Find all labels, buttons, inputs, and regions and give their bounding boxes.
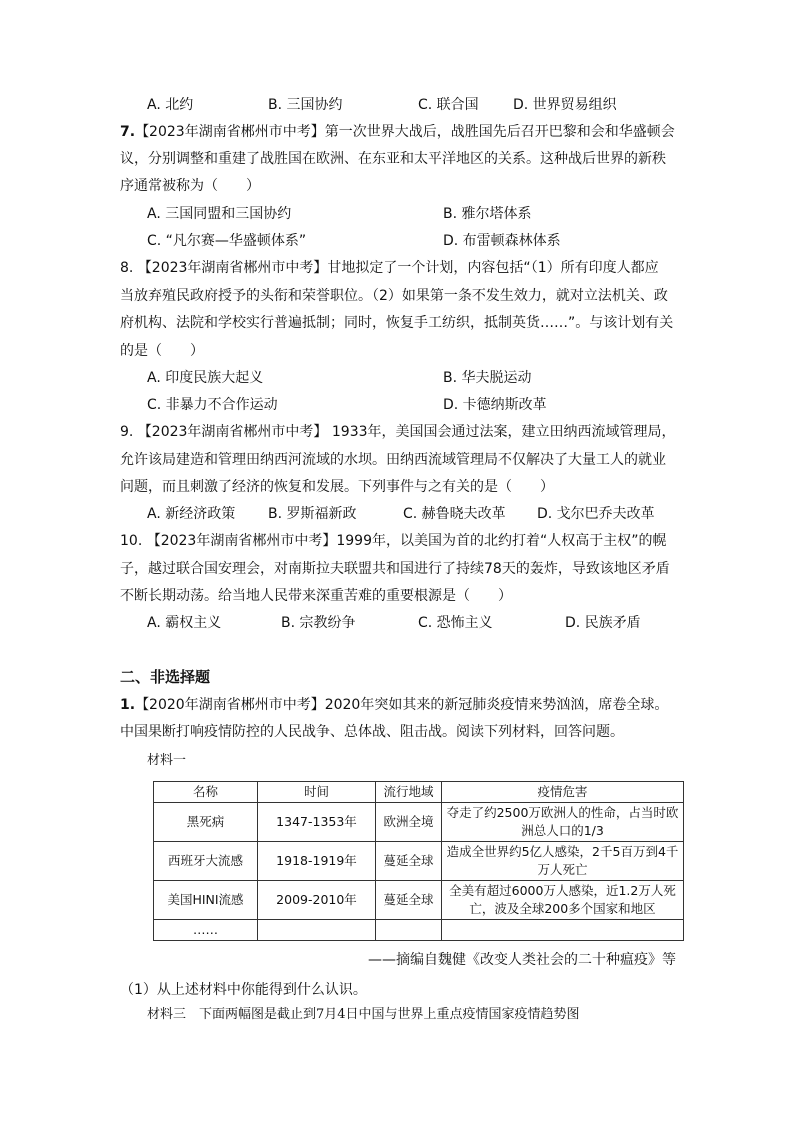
table-cell: 欧洲全境 <box>376 803 442 842</box>
q8-option-b: B. 华夫脱运动 <box>443 370 532 386</box>
q6-option-a: A. 北约 <box>147 97 194 113</box>
q9-line-3: 问题，而且刺激了经济的恢复和发展。下列事件与之有关的是（ ） <box>120 479 554 495</box>
q9-option-c: C. 赫鲁晓夫改革 <box>403 506 506 522</box>
q6-option-c: C. 联合国 <box>418 97 479 113</box>
q6-option-b: B. 三国协约 <box>268 97 343 113</box>
q7-line-3: 序通常被称为（ ） <box>120 178 260 194</box>
q9-option-a: A. 新经济政策 <box>147 506 236 522</box>
q8-option-a: A. 印度民族大起义 <box>147 370 264 386</box>
q8-line-1: 8. 【2023年湖南省郴州市中考】甘地拟定了一个计划，内容包括“（1）所有印度人都应 <box>120 260 659 276</box>
q7-option-d: D. 布雷顿森林体系 <box>443 233 561 249</box>
q10-line-2: 子，越过联合国安理会，对南斯拉夫联盟共和国进行了持续78天的轰炸，导致该地区矛盾 <box>120 561 670 577</box>
q6-option-d: D. 世界贸易组织 <box>513 97 617 113</box>
q10-line-3: 不断长期动荡。给当地人民带来深重苦难的重要根源是（ ） <box>120 588 512 604</box>
section-title-non-choice: 二、非选择题 <box>120 668 211 686</box>
q7-option-c: C. “凡尔赛—华盛顿体系” <box>147 233 307 249</box>
nq1-line-1 <box>120 695 668 715</box>
q8-line-2: 当放弃殖民政府授予的头衔和荣誉职位。（2）如果第一条不发生效力，就对立法机关、政 <box>120 288 668 304</box>
q8-line-3: 府机构、法院和学校实行普遍抵制；同时，恢复手工纺织，抵制英货……”。与该计划有关 <box>120 315 674 331</box>
q10-option-a: A. 霸权主义 <box>147 615 222 631</box>
table-cell <box>442 920 684 941</box>
table-cell <box>376 920 442 941</box>
table-cell: 造成全世界约5亿人感染，2千5百万到4千万人死亡 <box>442 842 684 881</box>
table-cell: 蔓延全球 <box>376 842 442 881</box>
q7-line-1 <box>120 122 675 142</box>
table-cell <box>258 920 376 941</box>
table-row <box>154 842 684 881</box>
table-source: ——摘编自魏健《改变人类社会的二十种瘟疫》等 <box>368 952 676 968</box>
table-header-row <box>154 782 684 803</box>
nq1-sub-question-1: （1）从上述材料中你能得到什么认识。 <box>120 982 367 998</box>
table-header-cell: 名称 <box>154 782 258 803</box>
table-row <box>154 881 684 920</box>
q9-line-2: 允许该局建造和管理田纳西河流域的水坝。田纳西流域管理局不仅解决了大量工人的就业 <box>120 452 666 468</box>
q9-option-b: B. 罗斯福新政 <box>268 506 357 522</box>
table-header-cell: 时间 <box>258 782 376 803</box>
table-row <box>154 803 684 842</box>
q8-option-d: D. 卡德纳斯改革 <box>443 397 547 413</box>
table-cell: 蔓延全球 <box>376 881 442 920</box>
q9-option-d: D. 戈尔巴乔夫改革 <box>537 506 655 522</box>
q10-option-b: B. 宗教纷争 <box>281 615 356 631</box>
table-cell: 黑死病 <box>154 803 258 842</box>
q7-option-b: B. 雅尔塔体系 <box>443 206 532 222</box>
table-header-cell: 疫情危害 <box>442 782 684 803</box>
q7-option-a: A. 三国同盟和三国协约 <box>147 206 292 222</box>
table-cell: 2009-2010年 <box>258 881 376 920</box>
nq1-number: 1. <box>120 697 136 713</box>
table-row <box>154 920 684 941</box>
nq1-text-1: 【2020年湖南省郴州市中考】2020年突如其来的新冠肺炎疫情来势汹汹，席卷全球。 <box>135 697 669 713</box>
epidemic-table <box>153 781 684 941</box>
table-cell: 美国HINI流感 <box>154 881 258 920</box>
table-cell: 1918-1919年 <box>258 842 376 881</box>
q8-line-4: 的是（ ） <box>120 343 204 359</box>
q10-option-c: C. 恐怖主义 <box>418 615 493 631</box>
table-header-cell: 流行地域 <box>376 782 442 803</box>
material-1-label: 材料一 <box>147 753 187 768</box>
table-cell: …… <box>154 920 258 941</box>
q10-option-d: D. 民族矛盾 <box>565 615 641 631</box>
table-cell: 1347-1353年 <box>258 803 376 842</box>
q10-line-1: 10. 【2023年湖南省郴州市中考】1999年，以美国为首的北约打着“人权高于主权”的幌 <box>120 533 667 549</box>
q7-text-1: 【2023年湖南省郴州市中考】第一次世界大战后，战胜国先后召开巴黎和会和华盛顿会 <box>135 124 675 140</box>
material-3-label: 材料三 下面两幅图是截止到7月4日中国与世界上重点疫情国家疫情趋势图 <box>147 1007 580 1022</box>
q7-number: 7. <box>120 124 136 140</box>
table-cell: 夺走了约2500万欧洲人的性命，占当时欧洲总人口的1/3 <box>442 803 684 842</box>
q7-line-2: 议，分别调整和重建了战胜国在欧洲、在东亚和太平洋地区的关系。这种战后世界的新秩 <box>120 151 666 167</box>
q8-option-c: C. 非暴力不合作运动 <box>147 397 278 413</box>
table-cell: 全美有超过6000万人感染，近1.2万人死亡，波及全球200多个国家和地区 <box>442 881 684 920</box>
nq1-line-2: 中国果断打响疫情防控的人民战争、总体战、阻击战。阅读下列材料，回答问题。 <box>120 724 624 740</box>
table-cell: 西班牙大流感 <box>154 842 258 881</box>
q9-line-1: 9. 【2023年湖南省郴州市中考】 1933年，美国国会通过法案，建立田纳西流域管理局， <box>120 424 676 440</box>
